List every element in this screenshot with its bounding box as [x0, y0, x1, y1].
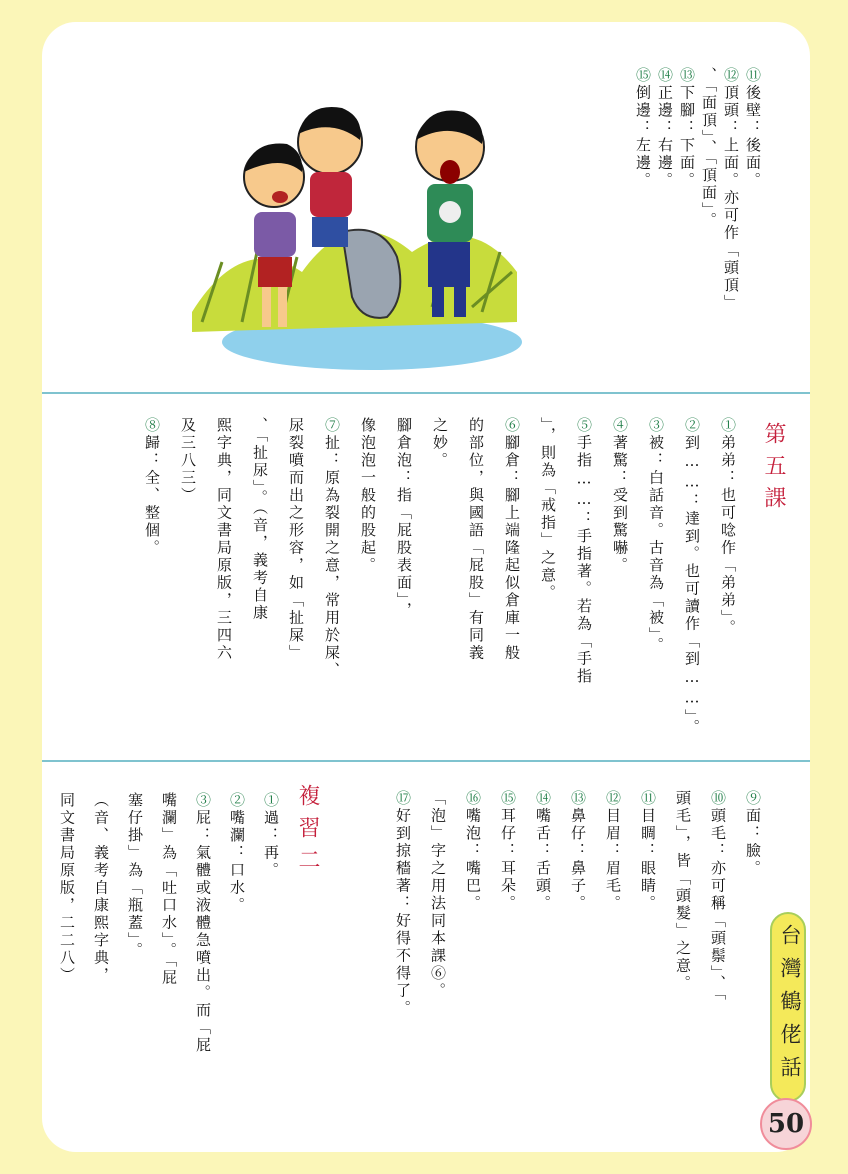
note-column	[429, 417, 451, 470]
note-column	[537, 417, 559, 602]
note-column	[720, 67, 742, 312]
note-column	[285, 417, 307, 662]
note-column	[742, 790, 764, 878]
note-column	[192, 792, 214, 1055]
note-text: 正邊：右邊。	[656, 84, 674, 190]
lesson-title: 第五課	[761, 422, 786, 518]
note-text: 手指……：手指著。若為「手指	[575, 434, 593, 686]
note-text: 頂頭：上面。亦可作「頭頂」	[722, 84, 740, 312]
note-text: 著驚：受到驚嚇。	[611, 434, 629, 575]
note-column	[141, 417, 163, 557]
note-number: ⑨	[744, 790, 762, 808]
note-number: ⑫	[722, 67, 740, 85]
note-number: ⑫	[604, 790, 622, 808]
note-column	[645, 417, 667, 655]
note-number: ⑬	[678, 67, 696, 85]
note-number: ⑭	[656, 67, 674, 85]
note-column	[681, 417, 703, 737]
note-text: 屁：氣體或液體急噴出。而「屁	[194, 809, 212, 1055]
note-column	[654, 67, 676, 190]
note-number: ⑤	[575, 417, 593, 435]
note-column	[357, 417, 379, 575]
note-text: 頭毛」，皆「頭髮」之意。	[674, 790, 692, 993]
note-text: 「泡」字之用法同本課⑥。	[429, 790, 447, 1000]
note-text: 腳倉：腳上端隆起似倉庫一般	[503, 434, 521, 662]
note-number: ③	[194, 792, 212, 810]
note-column	[707, 790, 729, 1003]
note-column	[717, 417, 739, 637]
note-text: 耳仔：耳朵。	[499, 807, 517, 913]
note-text: 扯：原為裂開之意，常用於屎、	[323, 434, 341, 680]
note-text: 熙字典，同文書局原版，三四六	[215, 417, 233, 662]
note-number: ④	[611, 417, 629, 435]
note-text: 尿裂噴而出之形容，如「扯屎」	[287, 417, 305, 662]
note-column	[249, 417, 271, 622]
page-panel	[42, 22, 810, 1152]
note-text: 之妙。	[431, 417, 449, 470]
note-column	[609, 417, 631, 575]
note-column	[393, 417, 415, 620]
note-column	[392, 790, 414, 1018]
note-number: ⑭	[534, 790, 552, 808]
note-text: 被：白話音。古音為「被」。	[647, 434, 665, 655]
note-text: 歸：全、整個。	[143, 434, 161, 557]
note-text: 嘴瀾」為「吐口水」。「屁	[160, 792, 178, 987]
note-text: 嘴舌：舌頭。	[534, 807, 552, 913]
note-column	[427, 790, 449, 1000]
note-column	[676, 67, 698, 190]
note-text: 頭毛：亦可稱「頭鬃」、「	[709, 807, 727, 1003]
note-column	[462, 790, 484, 913]
note-text: 倒邊：左邊。	[634, 84, 652, 190]
note-number: ③	[647, 417, 665, 435]
page-number: 50	[760, 1098, 812, 1150]
note-number: ⑰	[394, 790, 412, 808]
note-column	[672, 790, 694, 993]
note-text: 及三八三）	[179, 417, 197, 505]
note-column	[501, 417, 523, 662]
note-column	[321, 417, 343, 680]
note-text: 後壁：後面。	[744, 84, 762, 190]
note-column	[90, 792, 112, 985]
note-column	[56, 792, 78, 985]
note-text: 嘴瀾：口水。	[228, 809, 246, 915]
note-column	[213, 417, 235, 662]
note-number: ⑧	[143, 417, 161, 435]
note-text: 鼻仔：鼻子。	[569, 807, 587, 913]
note-text: 、「扯尿」。（音，義考自康	[251, 417, 269, 622]
review-title: 複習二	[295, 784, 320, 880]
note-column	[497, 790, 519, 913]
note-text: （音、義考自康熙字典，	[92, 792, 110, 985]
book-title-badge	[770, 912, 806, 1102]
note-column	[465, 417, 487, 662]
note-text: 」，則為「戒指」之意。	[539, 417, 557, 602]
note-number: ⑪	[744, 67, 762, 85]
note-column	[260, 792, 282, 880]
note-column	[573, 417, 595, 686]
note-column	[602, 790, 624, 913]
note-number: ⑮	[634, 67, 652, 85]
note-text: 弟弟：也可唸作「弟弟」。	[719, 434, 737, 637]
note-number: ⑯	[464, 790, 482, 808]
note-column	[742, 67, 764, 190]
note-text: 下腳：下面。	[678, 84, 696, 190]
note-number: ①	[719, 417, 737, 435]
note-number: ⑪	[639, 790, 657, 808]
note-column	[226, 792, 248, 915]
section-divider-bottom	[42, 760, 810, 762]
note-column	[632, 67, 654, 190]
note-number: ⑥	[503, 417, 521, 435]
note-text: 過：再。	[262, 809, 280, 880]
note-column	[567, 790, 589, 913]
note-text: 好到掠穡著：好得不得了。	[394, 807, 412, 1018]
note-number: ⑦	[323, 417, 341, 435]
note-column	[698, 67, 720, 230]
note-text: 、「面頂」、「頂面」。	[700, 67, 718, 230]
note-text: 同文書局原版，二二八）	[58, 792, 76, 985]
note-text: 塞仔掛」為「瓶蓋」。	[126, 792, 144, 960]
note-text: 嘴泡：嘴巴。	[464, 807, 482, 913]
note-column	[158, 792, 180, 987]
note-column	[637, 790, 659, 913]
note-text: 像泡泡一般的股起。	[359, 417, 377, 575]
note-text: 面：臉。	[744, 807, 762, 878]
note-text: 腳倉泡：指「屁股表面」，	[395, 417, 413, 620]
note-number: ②	[228, 792, 246, 810]
children-illustration	[182, 72, 522, 372]
note-column	[124, 792, 146, 960]
section-divider-top	[42, 392, 810, 394]
note-number: ⑩	[709, 790, 727, 808]
note-number: ②	[683, 417, 701, 435]
book-title-label: 台灣鶴佬話	[778, 924, 802, 1089]
note-text: 目睭：眼睛。	[639, 807, 657, 913]
note-number: ⑬	[569, 790, 587, 808]
note-text: 的部位，與國語「屁股」有同義	[467, 417, 485, 662]
note-number: ⑮	[499, 790, 517, 808]
note-column	[532, 790, 554, 913]
note-column	[177, 417, 199, 505]
note-text: 目眉：眉毛。	[604, 807, 622, 913]
note-text: 到……：達到。也可讀作「到……」。	[683, 434, 701, 737]
note-number: ①	[262, 792, 280, 810]
